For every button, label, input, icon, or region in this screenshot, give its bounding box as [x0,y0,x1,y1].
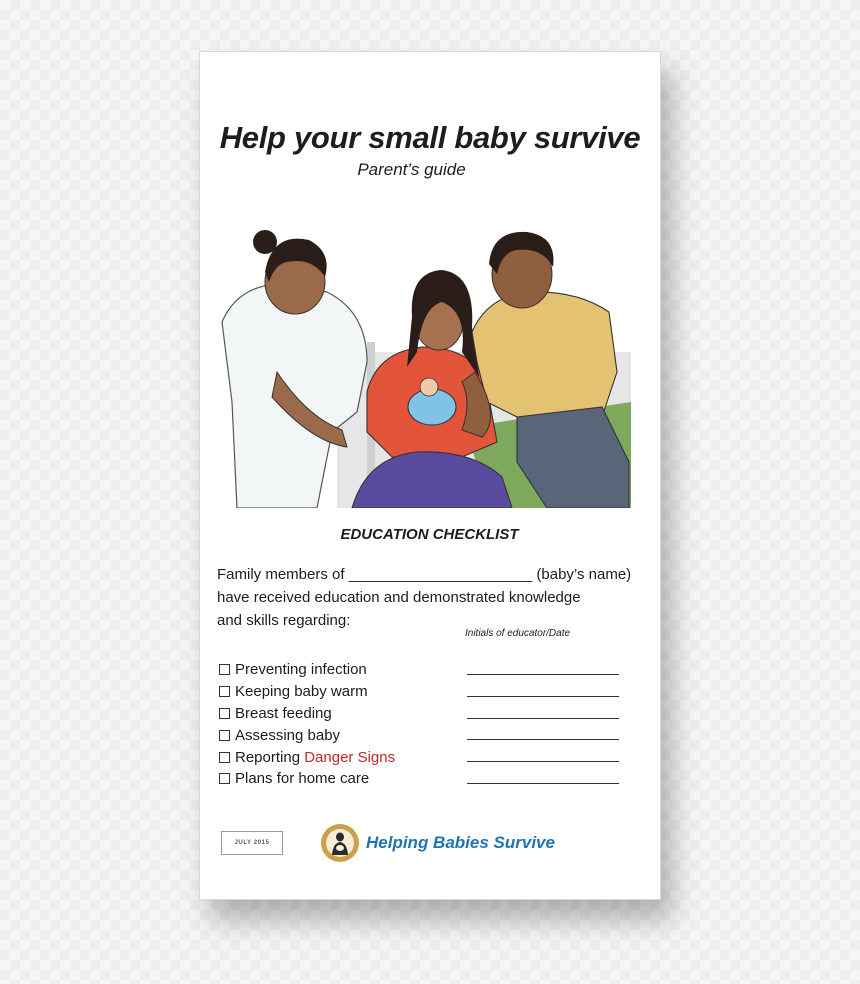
checklist-item [219,768,619,790]
signature-line [467,696,619,697]
checklist-item-label: Preventing infection [235,661,367,679]
document-title: Help your small baby survive [219,120,641,155]
signature-line [467,783,619,784]
danger-signs-highlight: Danger Signs [304,748,396,766]
signature-line [467,739,619,740]
checklist-heading: EDUCATION CHECKLIST [340,526,519,543]
checklist-item-label: Plans for home care [235,770,370,788]
brand-logo [320,823,555,863]
checkbox-icon[interactable] [219,773,230,784]
signature-line [467,674,619,675]
intro-line-2: have received education and demonstrated knowledge [217,589,581,606]
checkbox-icon[interactable] [219,730,230,741]
intro-line-1: Family members of ______________________ (baby’s name) [217,566,632,583]
date-badge: JULY 2015 [221,831,283,855]
signature-line [467,718,619,719]
checklist-items [219,659,619,790]
family-illustration [217,202,631,508]
checkbox-icon[interactable] [219,708,230,719]
checklist-item [219,746,619,768]
checkbox-icon[interactable] [219,664,230,675]
checklist-item [219,724,619,746]
parent-guide-card [199,51,661,900]
mother-baby-logo-icon [320,823,360,863]
checkbox-icon[interactable] [219,686,230,697]
initials-column-label: Initials of educator/Date [465,628,571,639]
checkbox-icon[interactable] [219,752,230,763]
checklist-item-label: Assessing baby [235,726,341,744]
document-subtitle: Parent’s guide [357,160,466,179]
checklist-item [219,659,619,681]
signature-line [467,761,619,762]
checklist-item [219,681,619,703]
intro-line-3: and skills regarding: [217,612,351,629]
checklist-item-label: Reporting [235,748,305,766]
intro-paragraph [217,563,637,632]
checklist-item-label: Keeping baby warm [235,683,368,701]
brand-name: Helping Babies Survive [366,833,555,852]
checklist-item [219,703,619,725]
checklist-item-label: Breast feeding [235,704,332,722]
